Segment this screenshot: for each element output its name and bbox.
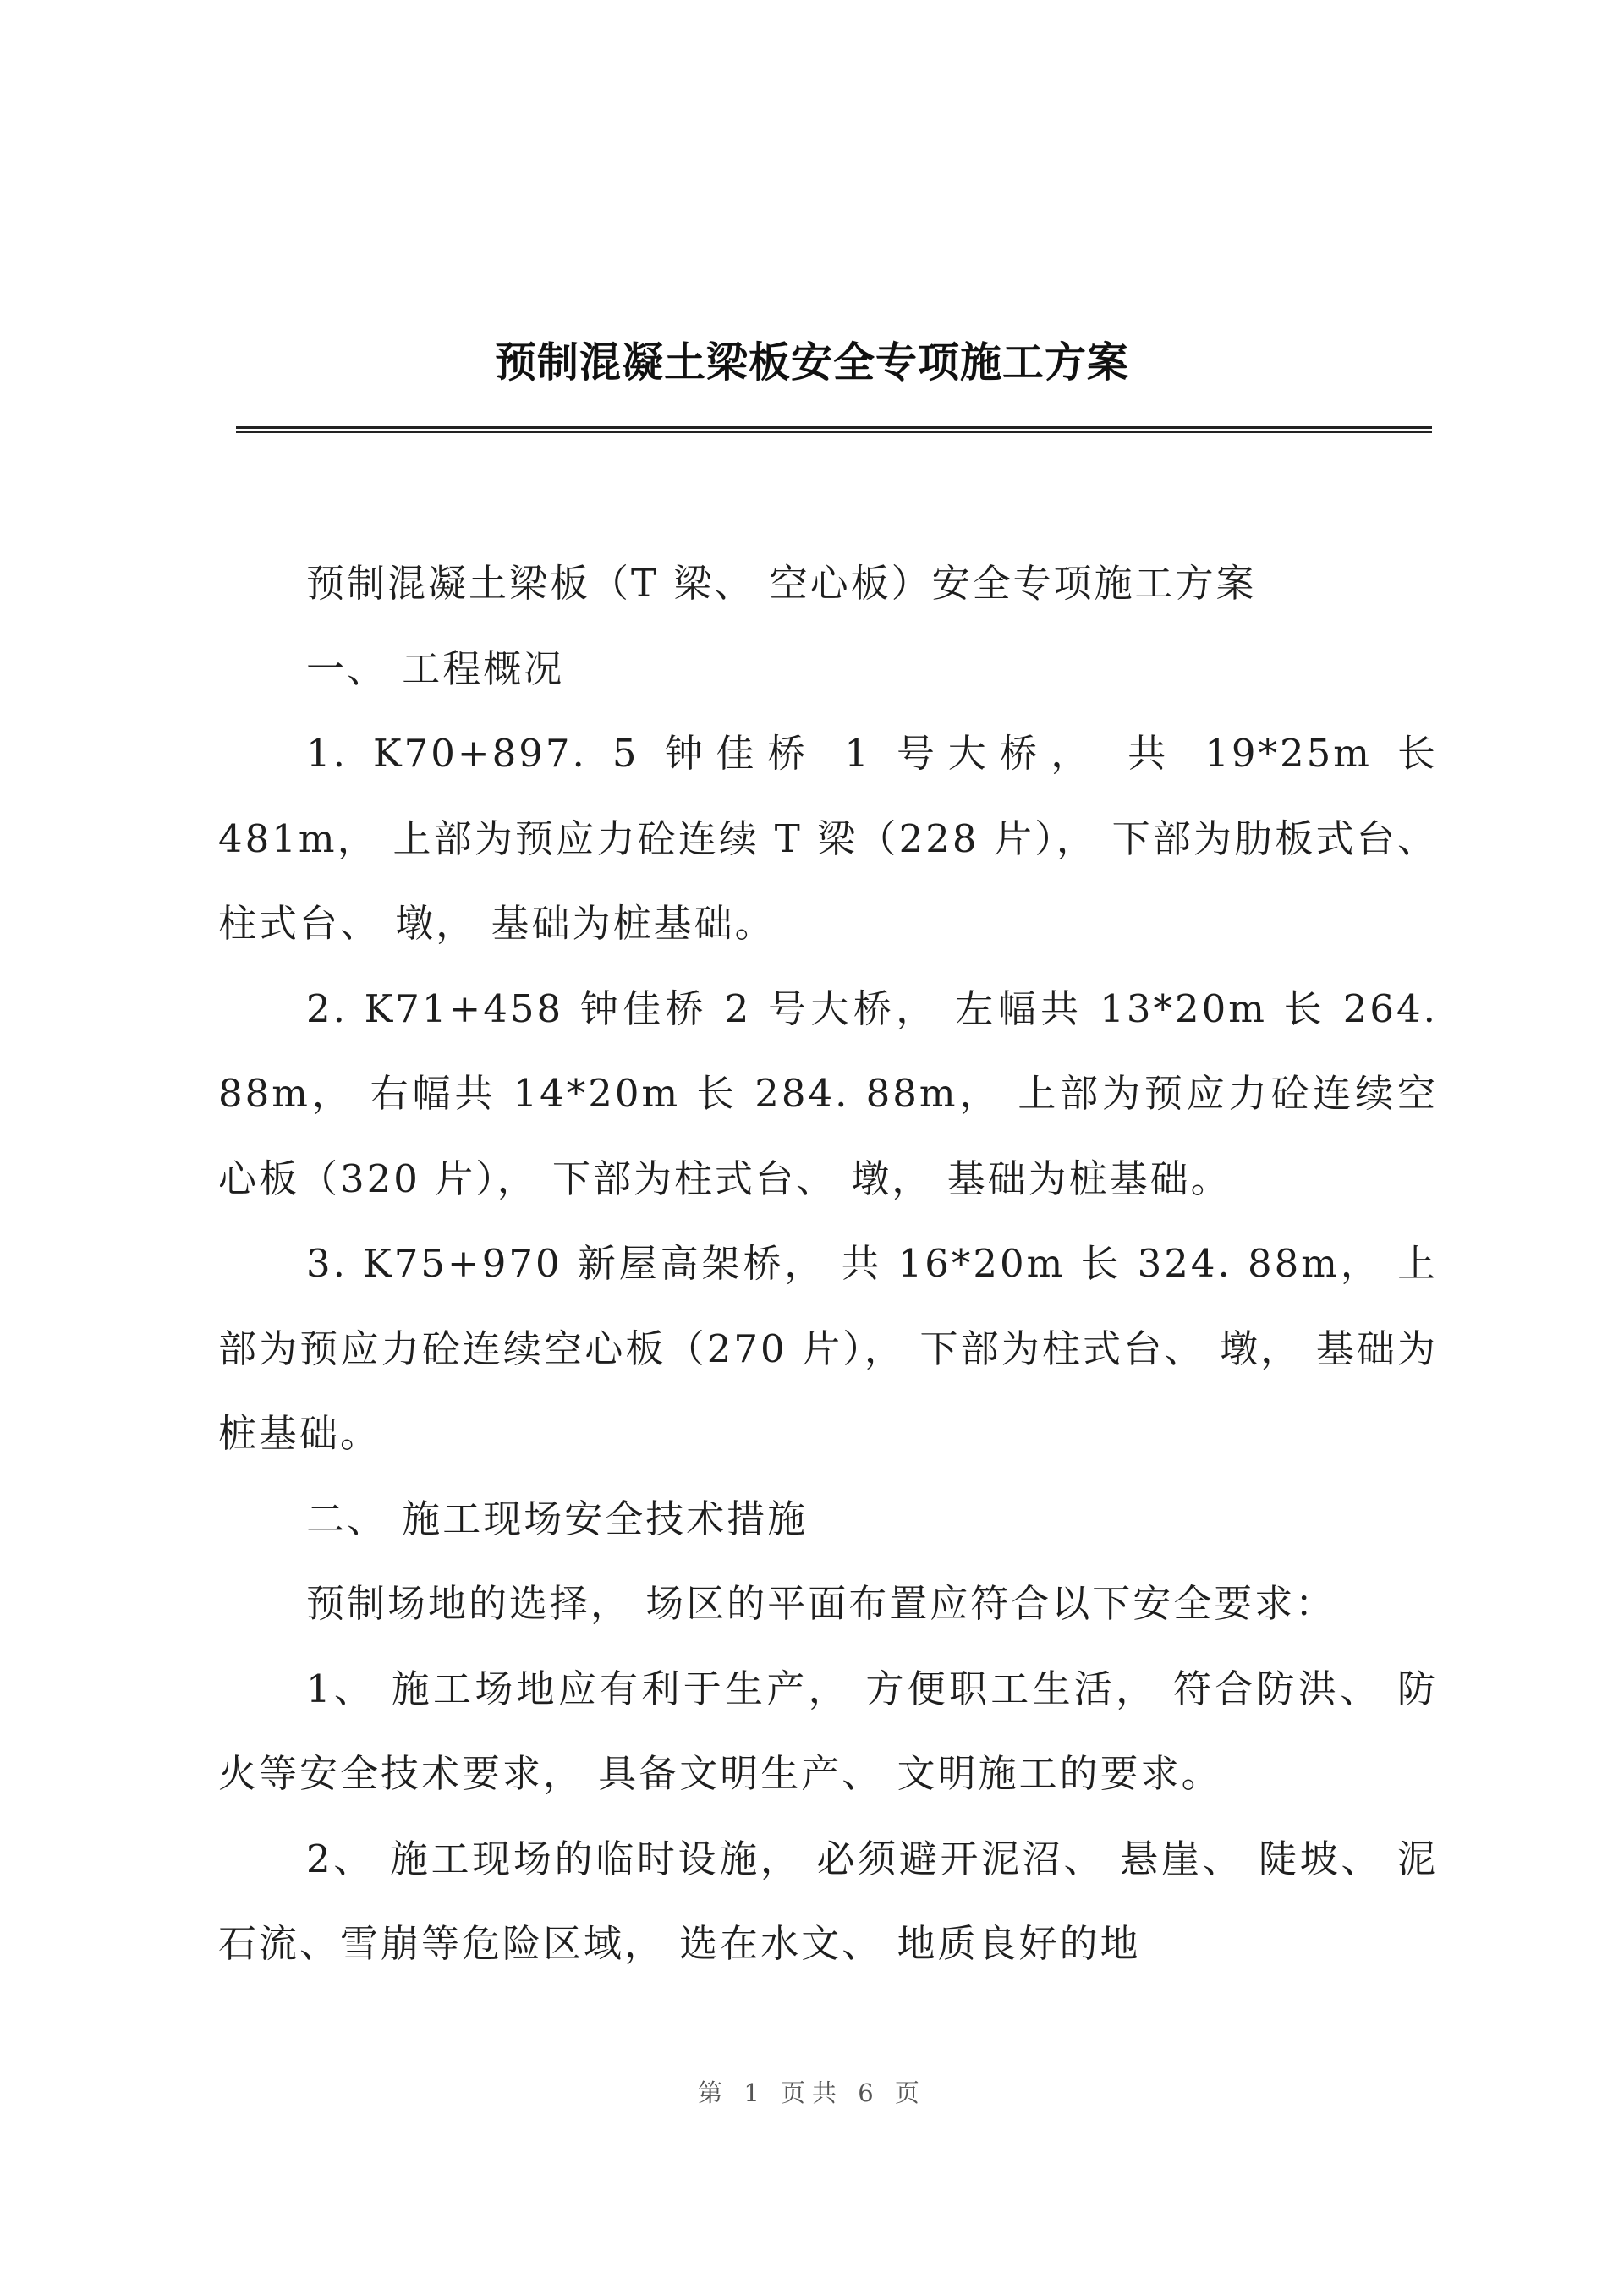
page-number-footer: 第 1 页共 6 页 bbox=[698, 2078, 926, 2107]
paragraph-subtitle: 预制混凝土梁板（T 梁、 空心板）安全专项施工方案 bbox=[306, 561, 1257, 606]
document-body bbox=[218, 541, 1453, 1987]
paragraph-site-intro: 预制场地的选择， 场区的平面布置应符合以下安全要求： bbox=[306, 1581, 1336, 1626]
document-title: 预制混凝土梁板安全专项施工方案 bbox=[494, 338, 1129, 387]
paragraph-item-2: 2. K71+458 钟佳桥 2 号大桥， 左幅共 13*20m 长 264. 88m， 右幅共 14*20m 长 284. 88m， 上部为预应力砼连续空心板（320 片）， 下部为柱式台、 墩， 基础为桩基础。 bbox=[218, 986, 1453, 1201]
paragraph-item-3: 3. K75+970 新屋高架桥， 共 16*20m 长 324. 88m， 上部为预应力砼连续空心板（270 片）， 下部为柱式台、 墩， 基础为桩基础。 bbox=[218, 1241, 1438, 1456]
title-double-rule bbox=[236, 426, 1432, 433]
paragraph-item-1: 1. K70+897. 5 钟佳桥 1 号大桥， 共 19*25m 长 481m， 上部为预应力砼连续 T 梁（228 片）， 下部为肋板式台、 柱式台、 墩， 基础为桩基础。 bbox=[218, 731, 1453, 946]
section-heading-safety: 二、 施工现场安全技术措施 bbox=[306, 1496, 809, 1541]
paragraph-requirement-2: 2、 施工现场的临时设施， 必须避开泥沼、 悬崖、 陡坡、 泥石流、雪崩等危险区域， 选在水文、 地质良好的地 bbox=[218, 1836, 1438, 1966]
paragraph-requirement-1: 1、 施工场地应有利于生产， 方便职工生活， 符合防洪、 防火等安全技术要求， 具备文明生产、 文明施工的要求。 bbox=[218, 1666, 1438, 1796]
section-heading-overview: 一、 工程概况 bbox=[306, 645, 565, 691]
